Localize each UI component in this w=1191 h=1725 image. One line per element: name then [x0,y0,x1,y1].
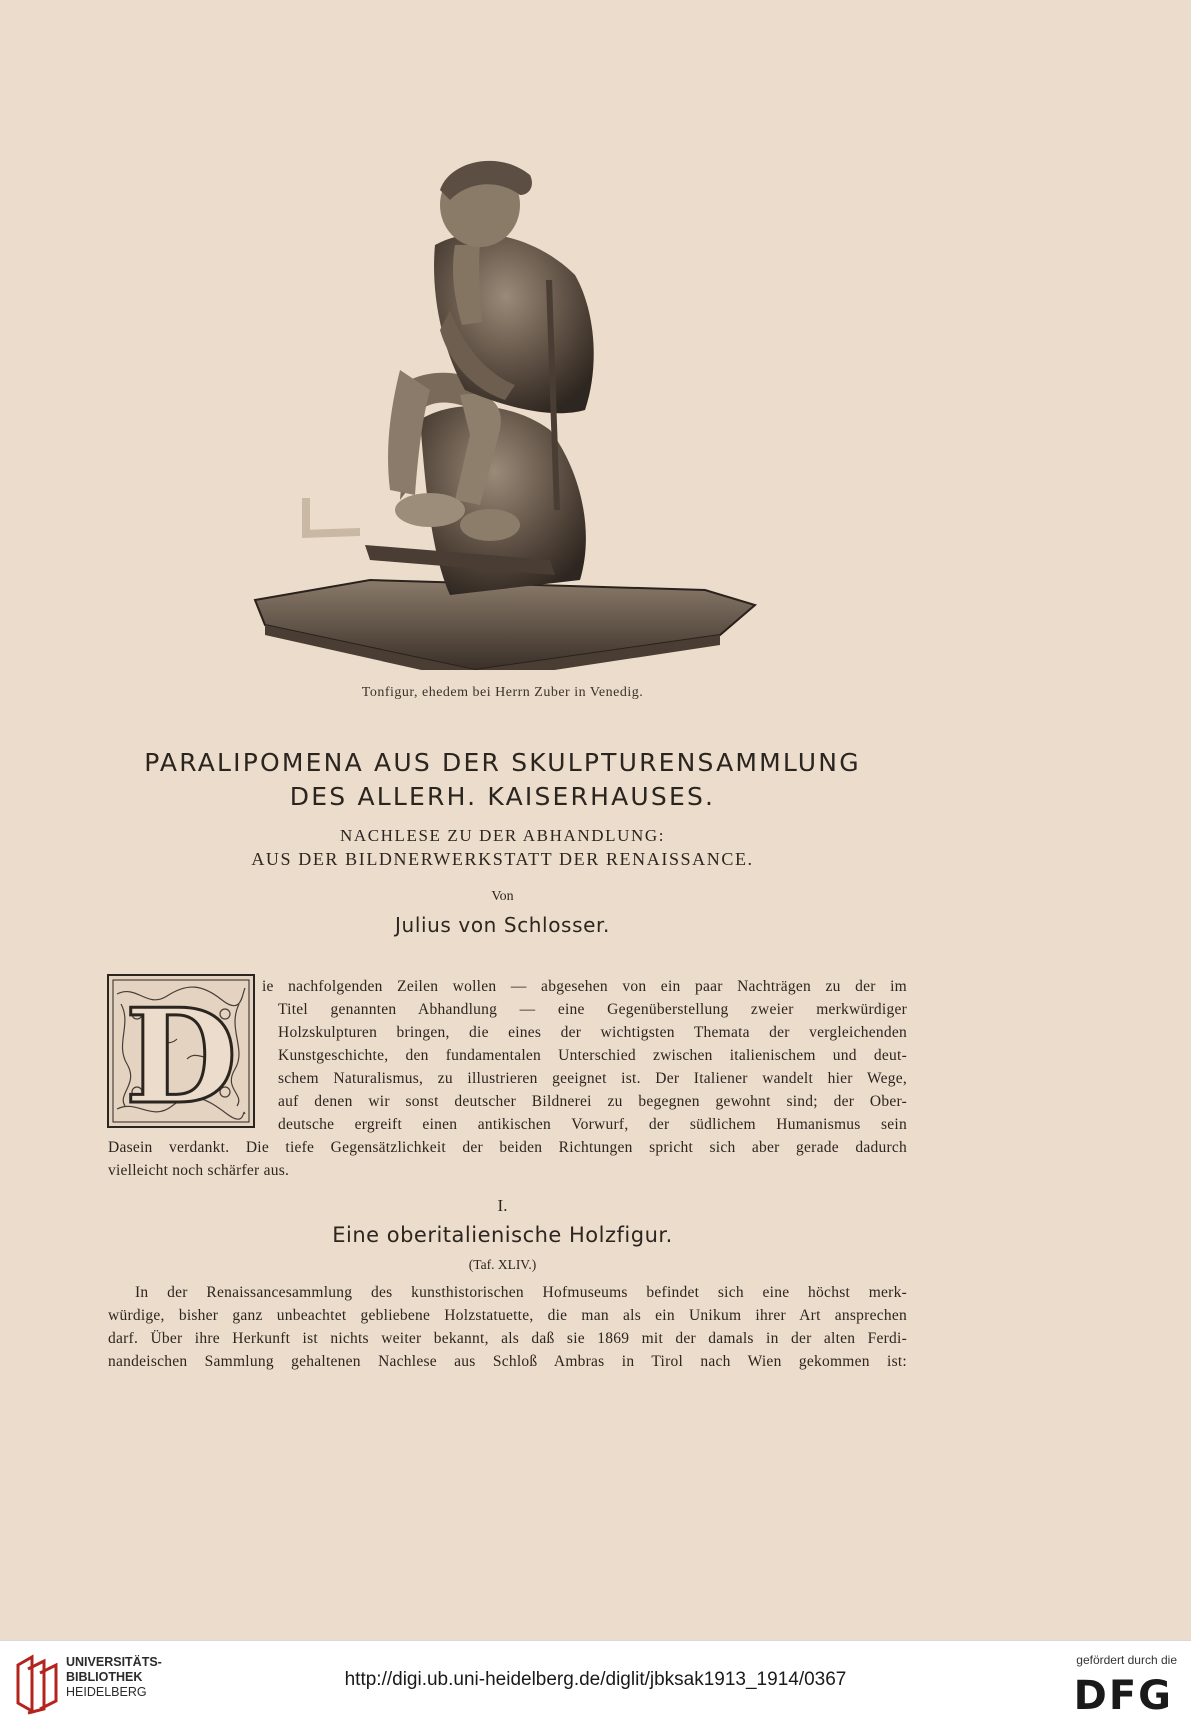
library-name: UNIVERSITÄTS- BIBLIOTHEK HEIDELBERG [66,1655,162,1699]
intro-line: Holzskulpturen bringen, die eines der wichtigsten Themata der vergleichenden [278,1024,907,1041]
article-title-line-1: PARALIPOMENA AUS DER SKULPTURENSAMMLUNG [144,748,861,777]
intro-line: Dasein verdankt. Die tiefe Gegensätzlichkeit der beiden Richtungen spricht sich aber gerade dadurch [108,1139,907,1156]
funder-label: gefördert durch die [1076,1653,1177,1667]
dfg-logo: DFG [1073,1673,1173,1719]
figure-caption: Tonfigur, ehedem bei Herrn Zuber in Venedig. [361,685,644,700]
intro-line: Titel genannten Abhandlung — eine Gegenüberstellung zweier merkwürdiger [278,1001,907,1018]
intro-line: ie nachfolgenden Zeilen wollen — abgesehen von ein paar Nachträgen zu der im [262,978,907,995]
sculpture-illustration [250,150,770,670]
intro-line: vielleicht noch schärfer aus. [108,1162,290,1179]
author-name: Julius von Schlosser. [395,913,610,937]
intro-line: auf denen wir sonst deutscher Bildnerei zu begegnen gewohnt sind; der Ober- [278,1093,907,1110]
subtitle-line-1: NACHLESE ZU DER ABHANDLUNG: [339,826,666,845]
body-line: In der Renaissancesammlung des kunsthistorischen Hofmuseums befindet sich eine höchst merk- [135,1284,907,1301]
section-number: I. [497,1196,508,1215]
plate-reference: (Taf. XLIV.) [468,1257,537,1272]
permalink-url[interactable]: http://digi.ub.uni-heidelberg.de/diglit/jbksak1913_1914/0367 [344,1669,847,1690]
byline-von: Von [491,889,514,904]
footer-bar [0,1640,1191,1725]
section-heading: Eine oberitalienische Holzfigur. [332,1223,673,1247]
intro-line: deutsche ergreift einen antikischen Vorwurf, der südlichem Humanismus sein [278,1116,907,1133]
body-line: nandeischen Sammlung gehaltenen Nachlese aus Schloß Ambras in Tirol nach Wien gekommen ist: [108,1353,907,1370]
article-title-line-2: DES ALLERH. KAISERHAUSES. [289,782,716,811]
subtitle-line-2: AUS DER BILDNERWERKSTATT DER RENAISSANCE. [251,849,754,869]
body-line: würdige, bisher ganz unbeachtet gebliebene Holzstatuette, die man als ein Unikum ihrer Art ansprechen [108,1307,907,1324]
intro-line: schem Naturalismus, zu illustrieren geeignet ist. Der Italiener wandelt hier Wege, [278,1070,907,1087]
drop-cap-letter: D [124,980,238,1128]
ornamental-drop-cap [107,974,255,1128]
intro-line: Kunstgeschichte, den fundamentalen Unterschied zwischen italienischem und deut- [278,1047,907,1064]
body-line: darf. Über ihre Herkunft ist nichts weiter bekannt, als daß sie 1869 mit der damals in der alten Ferdi- [108,1330,907,1347]
